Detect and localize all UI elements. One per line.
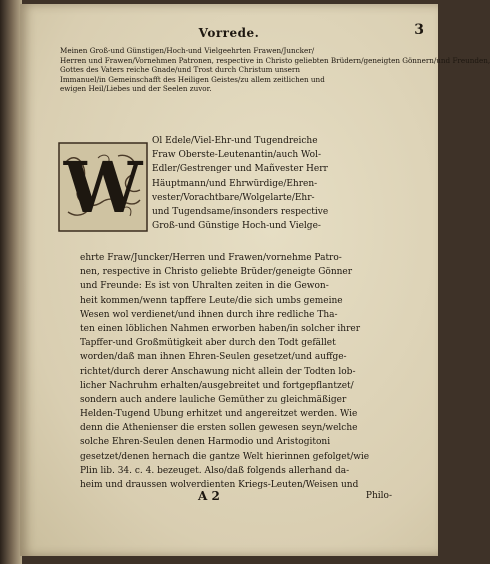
body-line: ten einen löblichen Nahmen erworben haben/in solcher ihrer (80, 323, 361, 334)
initial-ornament-icon (58, 142, 148, 232)
initial-letter: W (63, 146, 143, 229)
body-line: licher Nachruhm erhalten/ausgebreitet und fortgepflantzet/ (80, 380, 354, 391)
catchword: Philo- (365, 491, 392, 501)
body-line: Edler/Gestrenger und Mañvester Herr (152, 164, 328, 175)
intro-paragraph (60, 46, 490, 94)
running-title: Vorrede. (198, 26, 260, 40)
body-line: solche Ehren-Seulen denen Harmodio und Aristogitoni (80, 437, 331, 448)
body-line: Häuptmann/und Ehrwürdige/Ehren- (152, 178, 318, 189)
body-line: sondern auch andere lauliche Gemüther zu gleichmäßiger (80, 394, 347, 405)
body-line: worden/daß man ihnen Ehren-Seulen gesetzet/und auffge- (80, 352, 347, 363)
page-footer (20, 489, 438, 509)
body-line: nen, respective in Christo geliebte Brüder/geneigte Gönner (80, 267, 353, 278)
body-line: heim und draussen wolverdienten Kriegs-Leuten/Weisen und (80, 480, 359, 490)
signature-mark: A 2 (198, 489, 220, 503)
body-line: und Tugendsame/insonders respective (152, 206, 329, 217)
body-line: Helden-Tugend Ubung erhitzet und angereitzet werden. Wie (80, 409, 358, 420)
body-line: Plin lib. 34. c. 4. bezeuget. Also/daß folgends allerhand da- (80, 465, 350, 476)
body-line: heit kommen/wenn tapffere Leute/die sich umbs gemeine (80, 295, 343, 306)
page-number: 3 (414, 22, 424, 38)
body-line: vester/Vorachtbare/Wolgelarte/Ehr- (152, 192, 315, 203)
book-page (20, 4, 490, 556)
intro-line: ewigen Heil/Liebes und der Seelen zuvor. (60, 84, 212, 94)
intro-line: Immanuel/in Gemeinschafft des Heiligen Geistes/zu allem zeitlichen und (60, 74, 325, 84)
page-header (20, 22, 438, 42)
body-line: denn die Athenienser die ersten sollen gewesen seyn/welche (80, 423, 358, 434)
intro-line: Herren und Frawen/Vornehmen Patronen, respective in Christo geliebten Brüdern/geneigten Gönnern/und Freunden, (60, 55, 490, 65)
body-line: Wesen wol verdienet/und ihnen durch ihre redliche Tha- (80, 309, 338, 320)
body-line: Tapffer-und Großmütigkeit aber durch den Todt gefället (80, 338, 336, 349)
body-line: Fraw Oberste-Leutenantin/auch Wol- (152, 150, 322, 161)
intro-line: Meinen Groß-und Günstigen/Hoch-und Vielgeehrten Frawen/Juncker/ (60, 46, 315, 55)
body-text-beside-initial (152, 134, 437, 233)
body-line: richtet/durch derer Anschawung nicht allein der Todten lob- (80, 366, 356, 377)
body-line: ehrte Fraw/Juncker/Herren und Frawen/vornehme Patro- (80, 253, 342, 263)
body-text (80, 251, 436, 492)
body-line: und Freunde: Es ist von Uhralten zeiten in die Gewon- (80, 281, 329, 292)
body-line: gesetzet/denen hernach die gantze Welt hierinnen gefolget/wie (80, 451, 370, 462)
decorated-initial (58, 142, 148, 232)
body-line: Groß-und Günstige Hoch-und Vielge- (152, 221, 321, 232)
body-line: Ol Edele/Viel-Ehr-und Tugendreiche (152, 136, 318, 146)
book-spine (0, 0, 22, 564)
intro-line: Gottes des Vaters reiche Gnade/und Trost durch Christum unsern (60, 65, 300, 75)
